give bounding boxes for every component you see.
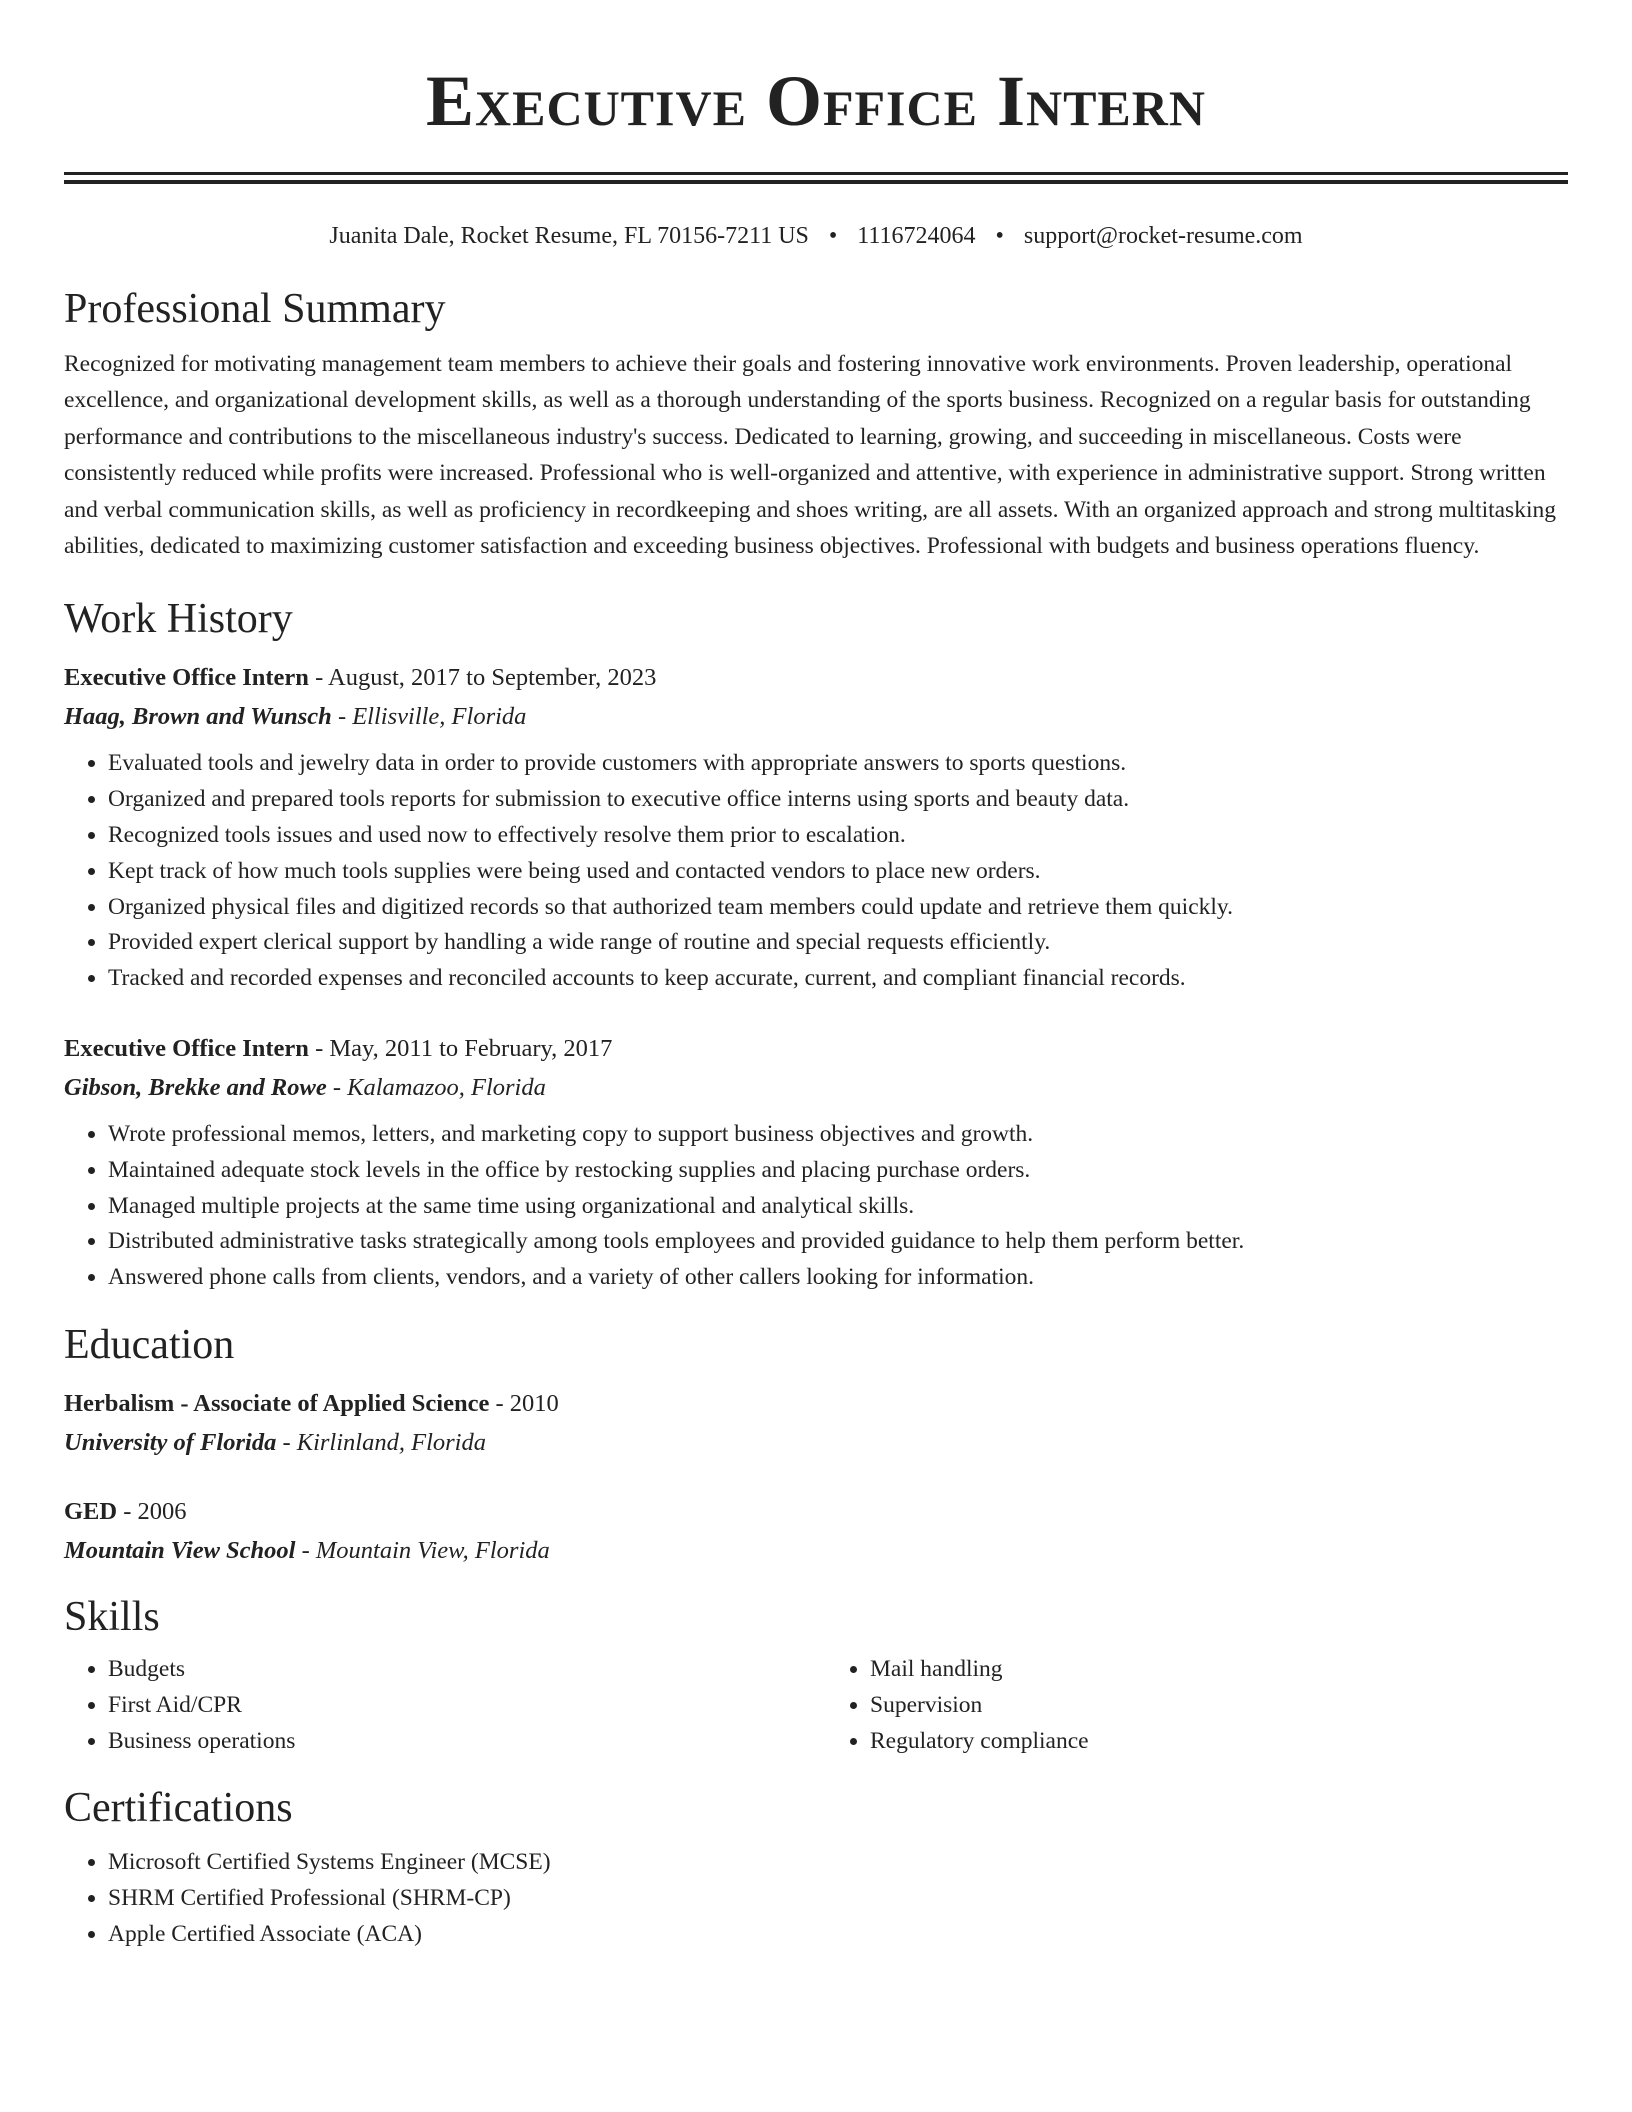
job-title-line [64,658,1568,697]
education-location: - Mountain View, Florida [295,1537,550,1564]
certification-item: • Microsoft Certified Systems Engineer (MCSE) [108,1845,1568,1881]
skills-columns [64,1644,1568,1759]
job-title-line [64,1029,1568,1068]
education-school: University of Florida [64,1429,277,1456]
education-entry [64,1492,1568,1570]
list-item: • Distributed administrative tasks strategically among tools employees and provided guidance to help them perform better. [108,1224,1568,1260]
list-item: • Organized physical files and digitized records so that authorized team members could update and retrieve them quickly. [108,890,1568,926]
job-entry [64,658,1568,997]
certification-item: • Apple Certified Associate (ACA) [108,1917,1568,1953]
list-item: • Kept track of how much tools supplies were being used and contacted vendors to place new orders. [108,854,1568,890]
education-entry [64,1384,1568,1462]
list-item: • Maintained adequate stock levels in the office by restocking supplies and placing purchase orders. [108,1153,1568,1189]
certifications-list [64,1845,1568,1952]
job-location: - Ellisville, Florida [331,703,527,731]
resume-title: Executive Office Intern [425,61,1206,141]
skill-item: • Regulatory compliance [870,1724,1568,1760]
skill-item: • First Aid/CPR [108,1688,806,1724]
contact-separator: • [995,223,1004,249]
title-double-rule [64,172,1568,184]
skills-list-left [64,1652,806,1759]
resume-page [64,0,1568,1953]
skills-list-right [826,1652,1568,1759]
skills-section [64,1590,1568,1759]
list-item: • Organized and prepared tools reports for submission to executive office interns using sports and beauty data. [108,782,1568,818]
skill-item: • Supervision [870,1688,1568,1724]
education-school-line [64,1531,1568,1570]
certification-item: • SHRM Certified Professional (SHRM-CP) [108,1881,1568,1917]
education-year: - 2006 [117,1498,187,1525]
job-entry [64,1029,1568,1296]
education-school-line [64,1423,1568,1462]
job-location: - Kalamazoo, Florida [326,1074,546,1102]
job-duties-list [64,1117,1568,1296]
education-degree: Herbalism - Associate of Applied Science [64,1390,490,1417]
list-item: • Recognized tools issues and used now to effectively resolve them prior to escalation. [108,818,1568,854]
education-degree-line [64,1492,1568,1531]
list-item: • Managed multiple projects at the same time using organizational and analytical skills. [108,1189,1568,1225]
list-item: • Provided expert clerical support by handling a wide range of routine and special requests efficiently. [108,925,1568,961]
education-year: - 2010 [489,1390,559,1417]
list-item: • Answered phone calls from clients, vendors, and a variety of other callers looking for information. [108,1260,1568,1296]
job-duties-list [64,746,1568,997]
section-heading-work: Work History [64,596,293,643]
job-company: Haag, Brown and Wunsch [64,703,332,731]
education-section [64,1318,1568,1570]
job-title: Executive Office Intern [64,1035,309,1063]
list-item: • Wrote professional memos, letters, and marketing copy to support business objectives and growth. [108,1117,1568,1153]
certifications-section [64,1781,1568,1952]
section-heading-education: Education [64,1322,235,1368]
section-heading-certifications: Certifications [64,1785,293,1832]
section-heading-skills: Skills [64,1594,160,1640]
contact-line [64,220,1568,252]
job-company-line [64,1068,1568,1107]
education-location: - Kirlinland, Florida [276,1429,486,1456]
skill-item: • Business operations [108,1724,806,1760]
job-title: Executive Office Intern [64,664,309,692]
summary-section [64,282,1568,564]
job-dates: - May, 2011 to February, 2017 [308,1035,613,1063]
contact-email: support@rocket-resume.com [1023,223,1303,249]
contact-phone: 1116724064 [857,223,976,249]
education-school: Mountain View School [64,1537,296,1564]
skill-item: • Budgets [108,1652,806,1688]
job-company-line [64,697,1568,736]
job-company: Gibson, Brekke and Rowe [64,1074,327,1102]
work-history-section [64,592,1568,1296]
section-heading-summary: Professional Summary [64,286,446,332]
skill-item: • Mail handling [870,1652,1568,1688]
job-dates: - August, 2017 to September, 2023 [308,664,657,692]
list-item: • Tracked and recorded expenses and reconciled accounts to keep accurate, current, and compliant financial records. [108,961,1568,997]
contact-separator: • [828,223,838,249]
education-degree: GED [64,1498,118,1525]
education-degree-line [64,1384,1568,1423]
list-item: • Evaluated tools and jewelry data in order to provide customers with appropriate answers to sports questions. [108,746,1568,782]
summary-text: Recognized for motivating management team members to achieve their goals and fostering innovative work environments. Proven leadership, operational excellence, and organizational development skills, as well as a thorough understanding of the sports business. Recognized on a regular basis for outstanding performance and contributions to the miscellaneous industry's success. Dedicated to learning, growing, and succeeding in miscellaneous. Costs were consistently reduced while profits were increased. Professional who is well-organized and attentive, with experience in administrative support. Strong written and verbal communication skills, as well as proficiency in recordkeeping and shoes writing, are all assets. With an organized approach and strong multitasking abilities, dedicated to maximizing customer satisfaction and exceeding business objectives. Professional with budgets and business operations fluency. [64,351,1556,560]
contact-address: Juanita Dale, Rocket Resume, FL 70156-7211 US [329,223,809,249]
